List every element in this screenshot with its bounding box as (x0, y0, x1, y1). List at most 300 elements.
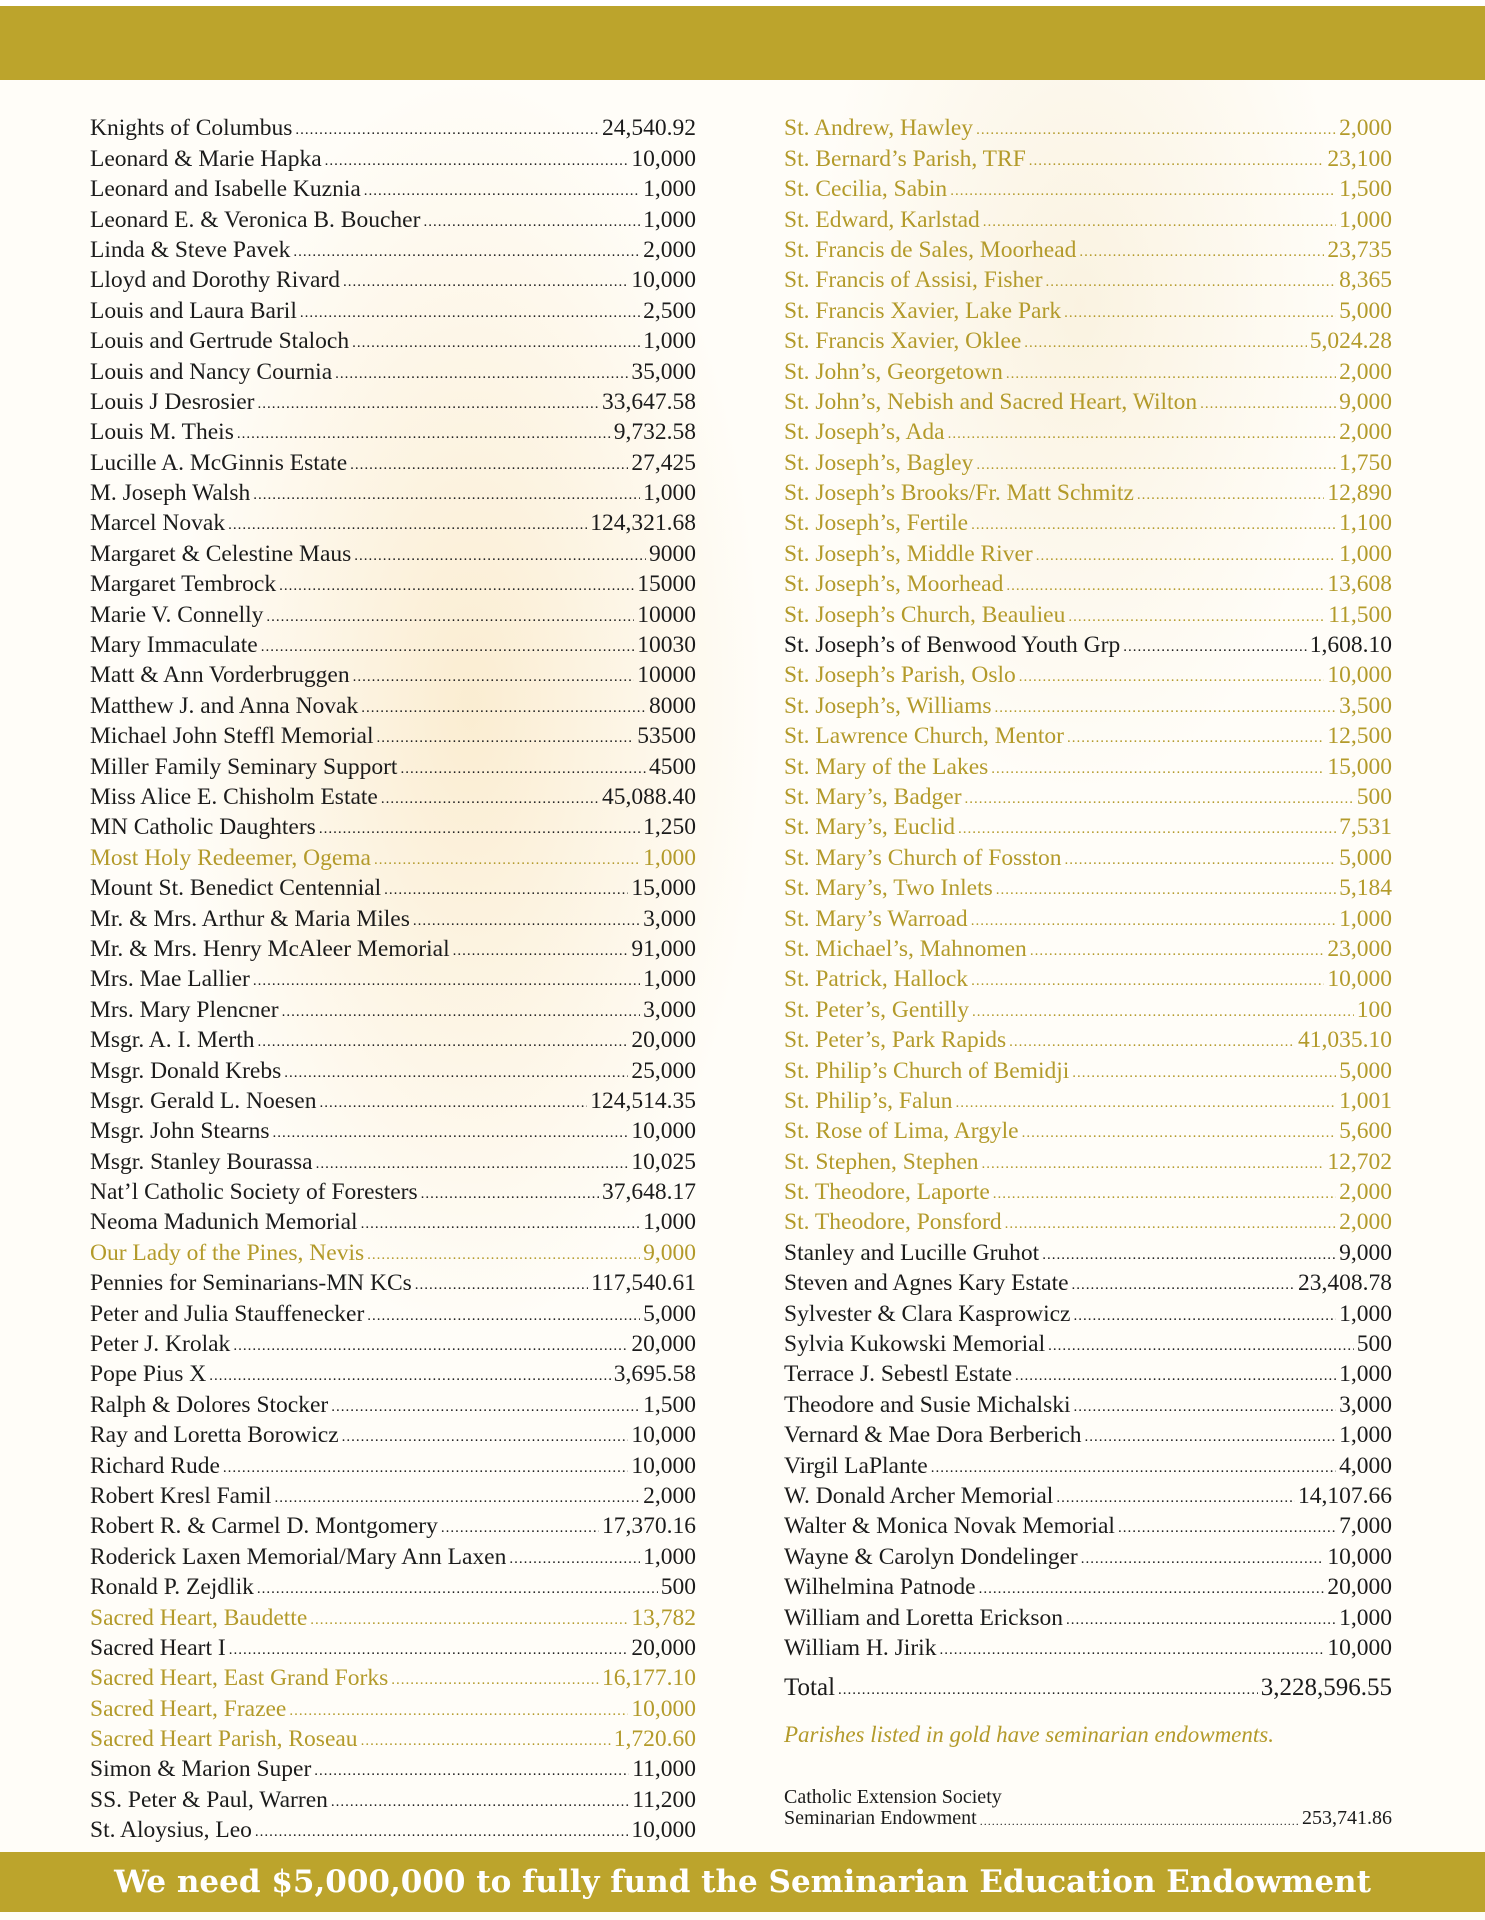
dot-leader (310, 1609, 628, 1632)
donor-amount: 1,000 (643, 1543, 696, 1570)
donor-name: Walter & Monica Novak Memorial (784, 1513, 1115, 1540)
donor-row (90, 811, 696, 841)
donor-row (784, 416, 1392, 446)
donor-amount: 1,720.60 (613, 1726, 696, 1753)
donor-name: St. Mary of the Lakes (784, 753, 989, 780)
dot-leader (331, 1791, 629, 1814)
donor-name: Ralph & Dolores Stocker (90, 1391, 329, 1418)
donor-row (90, 1145, 696, 1175)
donor-name: Pope Pius X (90, 1361, 207, 1388)
total-section (784, 1672, 1392, 1702)
donor-row (784, 1115, 1392, 1145)
donor-name: St. Joseph’s Church, Beaulieu (784, 601, 1066, 628)
donor-name: St. Michael’s, Mahnomen (784, 935, 1027, 962)
donor-row (90, 1662, 696, 1692)
donor-name: St. Mary’s, Euclid (784, 814, 956, 841)
donor-amount: 3,695.58 (613, 1361, 696, 1388)
donor-amount: 5,000 (1339, 844, 1392, 871)
donor-name: Mr. & Mrs. Arthur & Maria Miles (90, 905, 410, 932)
donor-row (90, 112, 696, 142)
dot-leader (971, 970, 1324, 993)
donor-row (784, 598, 1392, 628)
dot-leader (229, 1639, 629, 1662)
donor-name: M. Joseph Walsh (90, 480, 251, 507)
donor-row (784, 1328, 1392, 1358)
dot-leader (1072, 1062, 1336, 1085)
dot-leader (1081, 1548, 1325, 1571)
donor-name: St. Joseph’s, Fertile (784, 510, 969, 537)
donor-name: Lucille A. McGinnis Estate (90, 449, 348, 476)
donor-row (784, 1145, 1392, 1175)
dot-leader (1056, 1487, 1295, 1510)
dot-leader (939, 1639, 1324, 1662)
donor-row (784, 112, 1392, 142)
dot-leader (1118, 1517, 1336, 1540)
dot-leader (1064, 849, 1336, 872)
dot-leader (316, 1153, 629, 1176)
donor-amount: 10030 (637, 632, 696, 659)
donor-row (784, 1236, 1392, 1266)
donor-row (90, 1632, 696, 1662)
donor-row (784, 1176, 1392, 1206)
dot-leader (253, 484, 640, 507)
donor-amount: 4500 (649, 753, 696, 780)
donor-name: St. Aloysius, Leo (90, 1817, 252, 1844)
donor-name: Terrace J. Sebestl Estate (784, 1361, 1013, 1388)
donor-amount: 5,000 (1339, 1057, 1392, 1084)
dot-leader (1072, 1274, 1295, 1297)
donor-name: St. John’s, Nebish and Sacred Heart, Wilton (784, 388, 1198, 415)
donor-name: Louis J Desrosier (90, 388, 255, 415)
dot-leader (1015, 1365, 1336, 1388)
donor-row (784, 872, 1392, 902)
donor-row (90, 993, 696, 1023)
donor-amount: 10,000 (1327, 1543, 1392, 1570)
donor-name: St. Patrick, Hallock (784, 966, 969, 993)
donor-amount: 1,750 (1339, 449, 1392, 476)
dot-leader (279, 575, 634, 598)
dot-leader (384, 879, 628, 902)
donor-name: Peter and Julia Stauffenecker (90, 1300, 365, 1327)
donor-name: St. Rose of Lima, Argyle (784, 1118, 1019, 1145)
donor-amount: 10,000 (631, 1817, 696, 1844)
dot-leader (993, 1183, 1336, 1206)
donor-name: W. Donald Archer Memorial (784, 1482, 1054, 1509)
dot-leader (1046, 271, 1337, 294)
donor-row (90, 1085, 696, 1115)
donor-amount: 9,732.58 (613, 419, 696, 446)
donor-amount: 53500 (637, 723, 696, 750)
donor-amount: 15,000 (631, 875, 696, 902)
donor-name: St. Peter’s, Gentilly (784, 996, 969, 1023)
donor-row (90, 750, 696, 780)
donor-amount: 1,000 (1339, 540, 1392, 567)
donor-amount: 10000 (637, 601, 696, 628)
donor-row (784, 173, 1392, 203)
donor-amount: 11,200 (632, 1786, 696, 1813)
dot-leader (364, 180, 640, 203)
donor-name: Leonard E. & Veronica B. Boucher (90, 206, 421, 233)
donor-name: William and Loretta Erickson (784, 1604, 1064, 1631)
dot-leader (361, 1213, 641, 1236)
left-donor-column (90, 112, 696, 1844)
donor-name: St. Joseph’s Brooks/Fr. Matt Schmitz (784, 480, 1134, 507)
dot-leader (1022, 1122, 1337, 1145)
dot-leader (361, 697, 646, 720)
dot-leader (342, 1426, 629, 1449)
donor-amount: 9,000 (1339, 1239, 1392, 1266)
donor-row (90, 720, 696, 750)
donor-amount: 23,408.78 (1298, 1270, 1392, 1297)
donor-row (784, 1388, 1392, 1418)
donor-amount: 9,000 (1339, 388, 1392, 415)
dot-leader (209, 1365, 611, 1388)
donor-name: St. Francis Xavier, Oklee (784, 328, 1022, 355)
donor-row (784, 1358, 1392, 1388)
donor-name: St. Cecilia, Sabin (784, 176, 948, 203)
donor-amount: 1,000 (1339, 1422, 1392, 1449)
dot-leader (391, 1669, 599, 1692)
donor-row (784, 963, 1392, 993)
dot-leader (931, 1457, 1336, 1480)
catholic-extension-society-entry (784, 1786, 1392, 1830)
donor-row (784, 841, 1392, 871)
donor-name: Neoma Madunich Memorial (90, 1209, 358, 1236)
donor-amount: 5,600 (1339, 1118, 1392, 1145)
donor-name: Virgil LaPlante (784, 1452, 928, 1479)
donor-amount: 10,000 (1327, 1634, 1392, 1661)
donor-amount: 10,025 (631, 1148, 696, 1175)
donor-amount: 1,000 (643, 328, 696, 355)
donor-amount: 3,000 (643, 996, 696, 1023)
donor-name: St. Theodore, Ponsford (784, 1209, 1002, 1236)
donor-row (784, 1540, 1392, 1570)
donor-name: Louis and Nancy Cournia (90, 358, 333, 385)
ces-name: Catholic Extension Society (784, 1786, 1002, 1808)
donor-row (784, 1085, 1392, 1115)
donor-name: Mount St. Benedict Centennial (90, 875, 382, 902)
dot-leader (509, 1548, 640, 1571)
donor-name: Sacred Heart I (90, 1634, 226, 1661)
donor-name: St. John’s, Georgetown (784, 358, 1003, 385)
dot-leader (325, 150, 629, 173)
donor-amount: 1,000 (1339, 1604, 1392, 1631)
donor-name: Pennies for Seminarians-MN KCs (90, 1270, 412, 1297)
donor-name: Msgr. John Stearns (90, 1118, 270, 1145)
donor-amount: 4,000 (1339, 1452, 1392, 1479)
donor-amount: 124,514.35 (590, 1087, 696, 1114)
donor-amount: 10,000 (631, 1422, 696, 1449)
dot-leader (1006, 575, 1324, 598)
donor-name: St. Joseph’s, Middle River (784, 540, 1033, 567)
donor-name: Stanley and Lucille Gruhot (784, 1239, 1040, 1266)
donor-amount: 1,000 (643, 966, 696, 993)
donor-name: Louis and Laura Baril (90, 297, 297, 324)
right-donor-column (784, 112, 1392, 1662)
donor-row (90, 1814, 696, 1844)
dot-leader (982, 1153, 1325, 1176)
dot-leader (996, 879, 1336, 902)
dot-leader (1042, 1244, 1336, 1267)
donor-amount: 124,321.68 (590, 510, 696, 537)
dot-leader (995, 697, 1337, 720)
footer-banner-text: We need $5,000,000 to fully fund the Seminarian Education Endowment (114, 1864, 1371, 1900)
dot-leader (367, 1244, 640, 1267)
donor-name: Our Lady of the Pines, Nevis (90, 1239, 365, 1266)
donor-name: Ray and Loretta Borowicz (90, 1422, 339, 1449)
dot-leader (257, 1578, 658, 1601)
donor-name: St. Philip’s Church of Bemidji (784, 1057, 1070, 1084)
donor-name: St. Joseph’s of Benwood Youth Grp (784, 632, 1121, 659)
donor-row (784, 1601, 1392, 1631)
donor-name: St. Stephen, Stephen (784, 1148, 979, 1175)
donor-row (784, 781, 1392, 811)
donor-amount: 1,500 (643, 1391, 696, 1418)
donor-row (784, 1419, 1392, 1449)
donor-name: Most Holy Redeemer, Ogema (90, 844, 371, 871)
donor-amount: 10,000 (631, 145, 696, 172)
donor-row (90, 568, 696, 598)
donor-amount: 15,000 (1327, 753, 1392, 780)
donor-name: Wilhelmina Patnode (784, 1574, 976, 1601)
donor-amount: 10,000 (631, 1118, 696, 1145)
donor-row (90, 933, 696, 963)
donor-name: St. Joseph’s, Ada (784, 419, 945, 446)
dot-leader (958, 818, 1336, 841)
donor-amount: 91,000 (631, 935, 696, 962)
donor-name: Msgr. Stanley Bourassa (90, 1148, 313, 1175)
donor-amount: 2,000 (1339, 358, 1392, 385)
dot-leader (1066, 1609, 1336, 1632)
dot-leader (255, 1821, 628, 1844)
dot-leader (261, 636, 635, 659)
dot-leader (274, 1487, 640, 1510)
donor-amount: 23,735 (1327, 236, 1392, 263)
dot-leader (376, 727, 634, 750)
donor-row (90, 902, 696, 932)
donor-row (90, 446, 696, 476)
donor-row (784, 1297, 1392, 1327)
donor-row (90, 142, 696, 172)
donor-amount: 13,782 (631, 1604, 696, 1631)
donor-amount: 23,100 (1327, 145, 1392, 172)
donor-row (90, 1267, 696, 1297)
dot-leader (1068, 606, 1325, 629)
dot-leader (838, 1679, 1258, 1702)
dot-leader (948, 423, 1337, 446)
donor-amount: 1,000 (643, 480, 696, 507)
donor-row (90, 963, 696, 993)
dot-leader (1005, 1213, 1337, 1236)
donor-row (90, 203, 696, 233)
donor-row (90, 1783, 696, 1813)
dot-leader (266, 606, 634, 629)
donor-amount: 14,107.66 (1298, 1482, 1392, 1509)
donor-name: Msgr. Gerald L. Noesen (90, 1087, 317, 1114)
donor-amount: 117,540.61 (591, 1270, 696, 1297)
dot-leader (441, 1517, 599, 1540)
dot-leader (1200, 393, 1336, 416)
dot-leader (971, 514, 1336, 537)
donor-row (90, 1480, 696, 1510)
donor-amount: 10000 (637, 662, 696, 689)
dot-leader (381, 788, 599, 811)
donor-row (90, 264, 696, 294)
donor-amount: 3,000 (643, 905, 696, 932)
donor-amount: 10,000 (1327, 966, 1392, 993)
donor-amount: 10,000 (631, 1695, 696, 1722)
donor-row (784, 294, 1392, 324)
donor-name: Michael John Steffl Memorial (90, 723, 374, 750)
donor-amount: 500 (1356, 783, 1392, 810)
dot-leader (257, 393, 599, 416)
dot-leader (400, 758, 646, 781)
donor-name: Nat’l Catholic Society of Foresters (90, 1179, 418, 1206)
donor-row (90, 689, 696, 719)
donor-row (90, 173, 696, 203)
donor-row (784, 264, 1392, 294)
donor-amount: 2,000 (1339, 419, 1392, 446)
donor-row (784, 477, 1392, 507)
donor-amount: 1,000 (1339, 1300, 1392, 1327)
dot-leader (319, 818, 640, 841)
dot-leader (1074, 1305, 1337, 1328)
donor-name: Wayne & Carolyn Dondelinger (784, 1543, 1078, 1570)
donor-amount: 1,000 (643, 1209, 696, 1236)
dot-leader (991, 758, 1324, 781)
dot-leader (367, 1305, 640, 1328)
footer-banner (0, 1852, 1485, 1912)
donor-row (90, 1024, 696, 1054)
donor-name: St. Edward, Karlstad (784, 206, 980, 233)
donor-row (90, 781, 696, 811)
donor-name: St. Bernard’s Parish, TRF (784, 145, 1026, 172)
donor-name: Peter J. Krolak (90, 1331, 231, 1358)
donor-amount: 24,540.92 (602, 115, 696, 142)
donor-amount: 500 (1356, 1331, 1392, 1358)
dot-leader (976, 454, 1336, 477)
donor-row (784, 386, 1392, 416)
donor-row (784, 1571, 1392, 1601)
donor-name: St. Mary’s, Badger (784, 783, 962, 810)
donor-amount: 1,000 (1339, 1361, 1392, 1388)
dot-leader (374, 849, 640, 872)
donor-row (784, 355, 1392, 385)
donor-amount: 20,000 (631, 1634, 696, 1661)
donor-name: SS. Peter & Paul, Warren (90, 1786, 328, 1813)
donor-row (784, 1054, 1392, 1084)
donor-row (784, 689, 1392, 719)
donor-amount: 100 (1356, 996, 1392, 1023)
donor-name: MN Catholic Daughters (90, 814, 316, 841)
dot-leader (223, 1457, 629, 1480)
donor-name: Robert Kresl Famil (90, 1482, 272, 1509)
dot-leader (1074, 1396, 1337, 1419)
donor-name: St. Francis Xavier, Lake Park (784, 297, 1062, 324)
donor-name: Mrs. Mae Lallier (90, 966, 250, 993)
dot-leader (413, 910, 640, 933)
donor-row (784, 1024, 1392, 1054)
donor-row (784, 1480, 1392, 1510)
dot-leader (282, 1001, 641, 1024)
donor-row (784, 1449, 1392, 1479)
donor-amount: 2,000 (643, 236, 696, 263)
donor-amount: 2,000 (1339, 115, 1392, 142)
donor-row (784, 234, 1392, 264)
donor-row (784, 568, 1392, 598)
donor-name: Ronald P. Zejdlik (90, 1574, 254, 1601)
dot-leader (352, 332, 640, 355)
donor-row (90, 1692, 696, 1722)
donor-amount: 20,000 (1327, 1574, 1392, 1601)
dot-leader (972, 1001, 1354, 1024)
donor-row (90, 629, 696, 659)
donor-amount: 1,000 (643, 206, 696, 233)
donor-row (784, 1632, 1392, 1662)
donor-amount: 1,500 (1339, 176, 1392, 203)
donor-row (90, 537, 696, 567)
donor-name: Leonard & Marie Hapka (90, 145, 322, 172)
donor-amount: 5,024.28 (1309, 328, 1392, 355)
dot-leader (1123, 636, 1307, 659)
donor-row (90, 1571, 696, 1601)
dot-leader (350, 454, 628, 477)
donor-name: Mrs. Mary Plencner (90, 996, 279, 1023)
donor-row (784, 811, 1392, 841)
donor-name: St. Francis de Sales, Moorhead (784, 236, 1077, 263)
donor-amount: 20,000 (631, 1027, 696, 1054)
donor-amount: 500 (660, 1574, 696, 1601)
donor-amount: 1,250 (643, 814, 696, 841)
donor-amount: 23,000 (1327, 935, 1392, 962)
donor-amount: 1,000 (1339, 206, 1392, 233)
donor-amount: 35,000 (631, 358, 696, 385)
donor-row (90, 477, 696, 507)
donor-amount: 9000 (649, 540, 696, 567)
donor-amount: 1,001 (1339, 1087, 1392, 1114)
donor-row (90, 841, 696, 871)
dot-leader (1085, 1426, 1337, 1449)
dot-leader (965, 788, 1354, 811)
donor-row (90, 234, 696, 264)
dot-leader (971, 910, 1336, 933)
donor-name: Robert R. & Carmel D. Montgomery (90, 1513, 438, 1540)
dot-leader (273, 1122, 629, 1145)
donor-row (90, 1540, 696, 1570)
donor-name: Steven and Agnes Kary Estate (784, 1270, 1069, 1297)
donor-name: Lloyd and Dorothy Rivard (90, 267, 340, 294)
dot-leader (1006, 363, 1336, 386)
donor-amount: 3,500 (1339, 692, 1392, 719)
donor-row (784, 1510, 1392, 1540)
donor-row (784, 142, 1392, 172)
ces-amount: 253,741.86 (1302, 1807, 1392, 1829)
donor-amount: 27,425 (631, 449, 696, 476)
donor-name: Sylvia Kukowski Memorial (784, 1331, 1046, 1358)
donor-name: Marie V. Connelly (90, 601, 264, 628)
dot-leader (228, 514, 587, 537)
donor-name: Theodore and Susie Michalski (784, 1391, 1071, 1418)
dot-leader (955, 1092, 1336, 1115)
donor-amount: 41,035.10 (1298, 1027, 1392, 1054)
donor-row (90, 1388, 696, 1418)
donor-name: St. Peter’s, Park Rapids (784, 1027, 1007, 1054)
donor-row (90, 1601, 696, 1631)
donor-amount: 3,000 (1339, 1391, 1392, 1418)
dot-leader (354, 545, 646, 568)
donor-row (90, 872, 696, 902)
dot-leader (343, 271, 628, 294)
